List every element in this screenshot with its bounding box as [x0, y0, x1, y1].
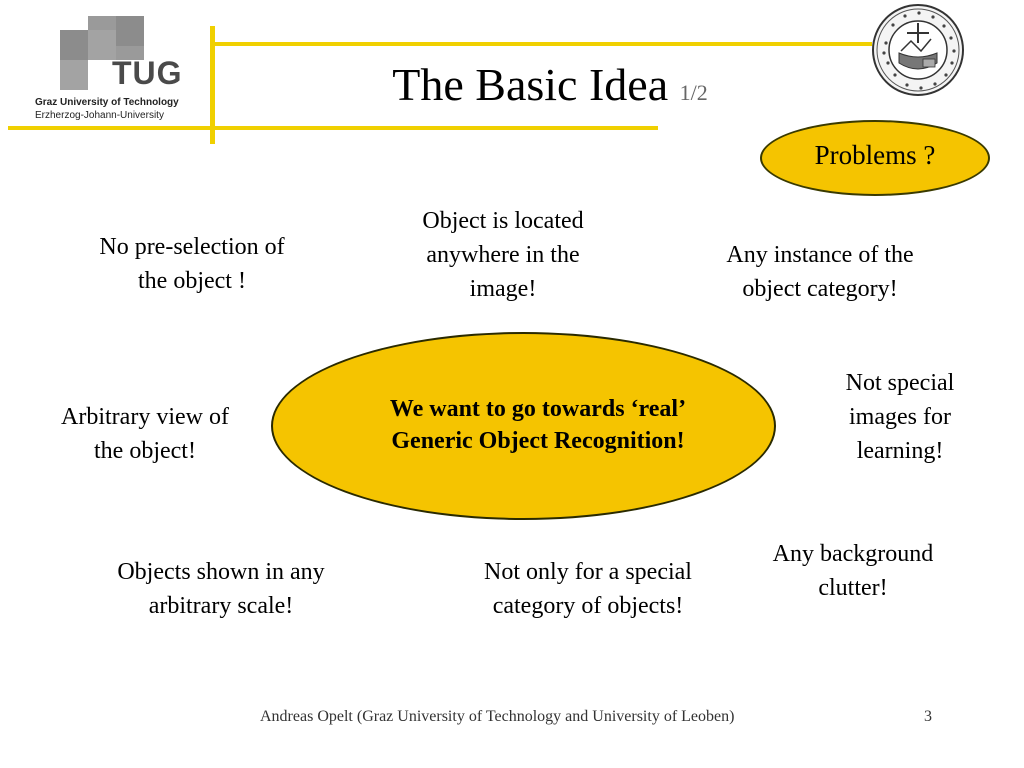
note-located-line-2: anywhere in the — [426, 242, 580, 269]
note-arbitrary-view — [25, 400, 265, 468]
note-instance-line-2: object category! — [742, 276, 898, 303]
logo-square-5 — [60, 60, 88, 90]
note-special-images-line-3: learning! — [856, 438, 944, 465]
logo-square-3 — [116, 16, 144, 46]
title-slide-part: 1/2 — [679, 80, 708, 105]
central-statement-line-2: Generic Object Recognition! — [391, 428, 685, 455]
logo-abbr: TUG — [112, 55, 183, 91]
logo-subtitle: Erzherzog-Johann-University — [35, 110, 164, 121]
page-title — [300, 60, 800, 111]
note-category-line-2: category of objects! — [492, 593, 684, 620]
central-statement-line-1: We want to go towards ‘real’ — [389, 396, 687, 422]
note-pre-selection — [62, 230, 322, 298]
university-seal — [871, 3, 965, 97]
note-background-line-1: Any background — [772, 541, 934, 567]
footer-author: Andreas Opelt (Graz University of Technology and University of Leoben) — [260, 708, 735, 725]
note-background-line-2: clutter! — [818, 575, 888, 602]
central-statement — [300, 393, 776, 458]
title-main: The Basic Idea — [392, 59, 669, 110]
note-special-images-line-1: Not special — [845, 370, 955, 396]
note-special-images-line-2: images for — [849, 404, 951, 431]
logo-university-name: Graz University of Technology — [35, 97, 179, 108]
note-located — [383, 204, 623, 306]
note-located-line-1: Object is located — [422, 208, 584, 234]
note-pre-selection-line-2: the object ! — [138, 268, 246, 295]
note-instance — [690, 238, 950, 306]
note-category — [448, 555, 728, 623]
note-scale — [80, 555, 362, 623]
note-located-line-3: image! — [469, 276, 537, 303]
problems-label: Problems ? — [814, 140, 936, 170]
header-line-top — [212, 42, 872, 46]
page-number: 3 — [924, 708, 932, 725]
note-category-line-1: Not only for a special — [484, 559, 692, 585]
note-pre-selection-line-1: No pre-selection of — [99, 234, 285, 260]
logo-square-1 — [60, 30, 88, 60]
note-arbitrary-view-line-1: Arbitrary view of — [61, 404, 229, 430]
note-arbitrary-view-line-2: the object! — [94, 438, 196, 465]
logo-square-4 — [88, 16, 116, 30]
note-scale-line-2: arbitrary scale! — [148, 593, 294, 620]
note-special-images — [810, 366, 990, 468]
note-scale-line-1: Objects shown in any — [117, 559, 325, 585]
note-instance-line-1: Any instance of the — [726, 242, 914, 268]
note-background — [738, 537, 968, 605]
header-line-bottom — [8, 126, 658, 130]
